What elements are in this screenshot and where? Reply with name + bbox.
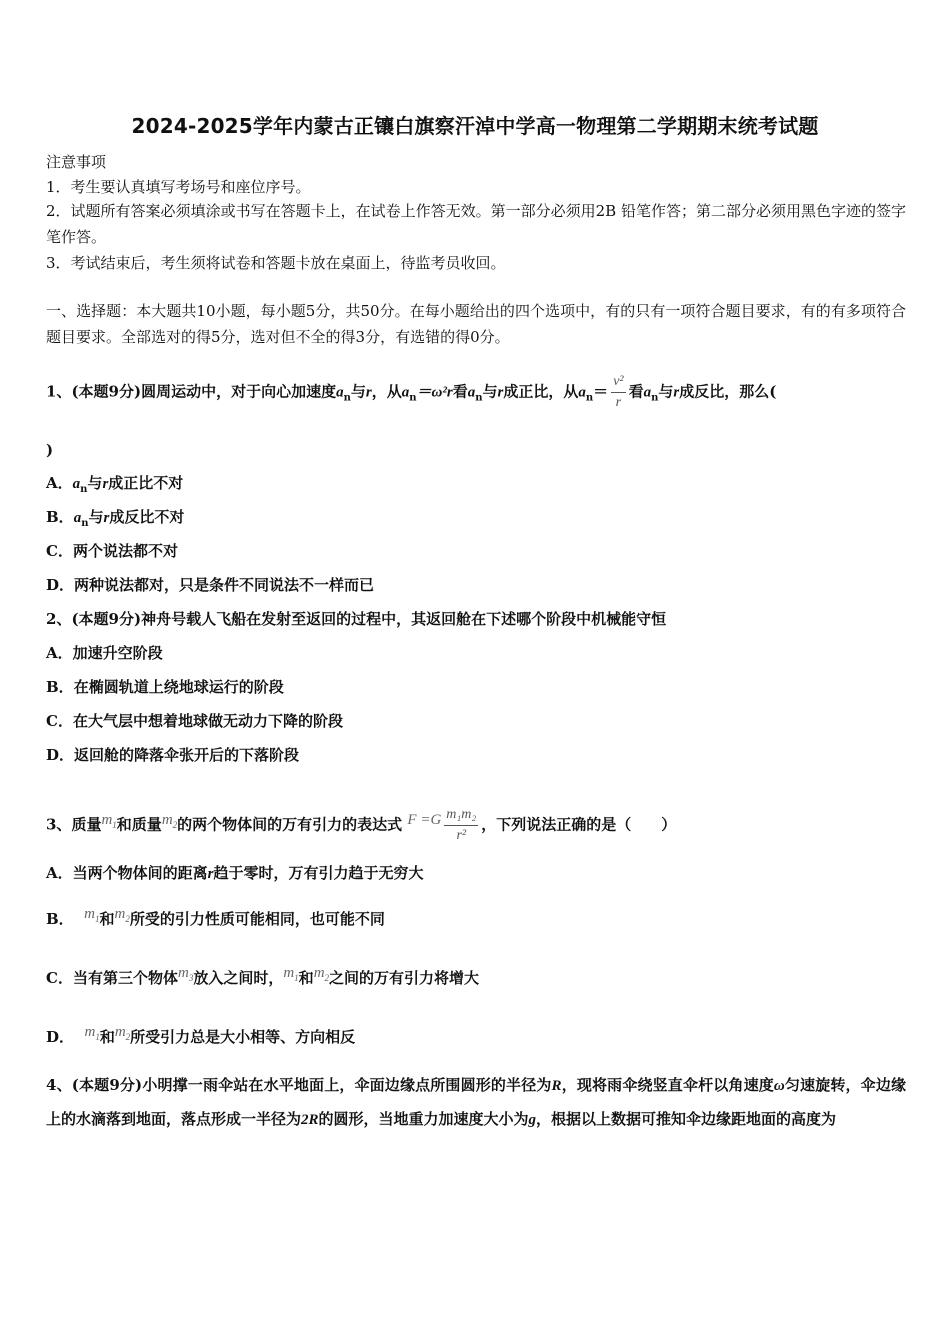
- q1-text-6: 成正比，从: [503, 382, 579, 401]
- option-text: 两种说法都对，只是条件不同说法不一样而已: [74, 576, 375, 594]
- q2-option-a: [46, 643, 163, 663]
- q2-score: (本题9分): [71, 610, 142, 628]
- option-text: 和: [99, 910, 115, 928]
- q3-option-c: [46, 965, 480, 989]
- option-text: 当有第三个物体: [72, 969, 178, 987]
- symbol-m: m: [114, 1024, 126, 1040]
- option-label: C．: [46, 712, 73, 730]
- question-2: [46, 609, 666, 629]
- q1-option-d: [46, 575, 374, 595]
- q3-option-a: [46, 863, 424, 884]
- q1-r: r: [497, 384, 504, 401]
- option-label: A．: [46, 644, 73, 662]
- q1-r: r: [102, 476, 109, 492]
- symbol-sub: 1: [294, 973, 299, 983]
- option-text: 加速升空阶段: [72, 644, 163, 662]
- q3-text-3: 的两个物体间的万有引力的表达式: [177, 815, 403, 834]
- symbol-m: m: [313, 965, 325, 981]
- q4-text-5: ，根据以上数据可推知伞边缘距地面的高度为: [536, 1110, 837, 1128]
- q3-option-b: [46, 906, 385, 930]
- option-text: 之间的万有引力将增大: [329, 969, 480, 987]
- option-label: D．: [46, 1028, 75, 1046]
- symbol-g: g: [528, 1112, 537, 1128]
- q1-text-2: 与: [350, 382, 366, 401]
- q1-option-c: [46, 541, 178, 561]
- q1-fraction: [611, 372, 625, 413]
- symbol-m: m: [161, 811, 173, 828]
- q1-option-a: [46, 473, 183, 494]
- q1-fraction-num: v²: [613, 374, 624, 389]
- symbol-R: R: [551, 1078, 562, 1094]
- q3-m2: [115, 1024, 130, 1040]
- question-3: [46, 805, 676, 846]
- q4-text-2: ，现将雨伞绕竖直伞杆以角速度: [561, 1076, 774, 1094]
- symbol-2R: 2R: [301, 1112, 319, 1128]
- question-4: [46, 1069, 906, 1137]
- q1-option-b: [46, 507, 184, 528]
- symbol-m: m: [283, 965, 295, 981]
- symbol-sub: 3: [188, 973, 194, 983]
- q3-m2: [115, 906, 130, 922]
- q4-text-3: 匀速旋转，伞边缘上的水滴落到地面，落点形成一半径为: [46, 1076, 906, 1128]
- q1-an-sub: n: [80, 484, 88, 495]
- symbol-sub: 1: [95, 1032, 100, 1042]
- q3-formula-lhs: F =G: [407, 811, 442, 828]
- q1-an: a: [578, 384, 586, 401]
- q3-text-2: 和质量: [116, 815, 162, 834]
- q1-equation-1: ＝ω²r: [416, 384, 453, 401]
- q1-an-sub: n: [343, 392, 351, 404]
- notice-item-2: 2．试题所有答案必须填涂或书写在答题卡上，在试卷上作答无效。第一部分必须用2B 铅笔作答；第二部分必须用黑色字迹的签字笔作答。: [46, 202, 906, 246]
- option-text: 与: [87, 474, 103, 492]
- option-text: 与: [88, 508, 104, 526]
- q1-number: 1、: [46, 382, 72, 401]
- q1-r: r: [103, 510, 110, 526]
- option-label: C．: [46, 542, 73, 560]
- q1-text-4: 看: [452, 382, 468, 401]
- option-label: A．: [46, 474, 73, 492]
- q1-an-sub: n: [81, 518, 89, 529]
- notice-item-3: 3．考试结束后，考生须将试卷和答题卡放在桌面上，待监考员收回。: [46, 254, 506, 272]
- option-text: 成正比不对: [108, 474, 184, 492]
- q3-m1: [283, 965, 298, 981]
- notice-item-1: 1．考生要认真填写考场号和座位序号。: [46, 178, 311, 196]
- q1-text-8: 与: [658, 382, 674, 401]
- option-label: B．: [46, 910, 74, 928]
- symbol-sub: 2: [324, 973, 330, 983]
- q1-an-sub: n: [585, 392, 594, 404]
- symbol-m: m: [114, 906, 126, 922]
- symbol-sub: 2: [125, 914, 130, 924]
- symbol-sub: 2: [125, 1032, 131, 1042]
- symbol-sub: 2: [172, 819, 178, 830]
- option-text: 放入之间时，: [193, 969, 284, 987]
- option-label: B．: [46, 508, 74, 526]
- option-label: C．: [46, 969, 73, 987]
- q1-text-3: ，从: [371, 382, 402, 401]
- q4-number: 4、: [46, 1076, 72, 1094]
- option-label: D．: [46, 746, 75, 764]
- option-text: 两个说法都不对: [72, 542, 178, 560]
- symbol-m: m: [101, 811, 113, 828]
- q3-formula-num: m₁m₂: [446, 807, 477, 822]
- symbol-sub: 1: [94, 914, 100, 924]
- q3-text-1: 质量: [71, 815, 102, 834]
- page-title: 2024-2025学年内蒙古正镶白旗察汗淖中学高一物理第二学期期末统考试题: [131, 114, 819, 138]
- section-1-instructions: 一、选择题：本大题共10小题，每小题5分，共50分。在每小题给出的四个选项中，有的只有一项符合题目要求，有的有多项符合题目要求。全部选对的得5分，选对但不全的得3分，有选错的得0分。: [46, 302, 906, 346]
- q1-an-sub: n: [475, 392, 483, 404]
- q1-an: a: [73, 510, 82, 526]
- q1-text-9: 成反比，那么(: [679, 382, 777, 401]
- q3-m1: [101, 812, 116, 828]
- q3-formula-fraction: [444, 805, 478, 846]
- q3-text-4: ，下列说法正确的是（ ）: [481, 815, 677, 834]
- option-text: 返回舱的降落伞张开后的下落阶段: [74, 746, 300, 764]
- q1-an: a: [336, 384, 344, 401]
- question-1: 1、(本题9分)圆周运动中，对于向心加速度$a_n$与r，从$a_n=\omega^2r$看$a_n$与r成正比，从$a_n=$ $\frac{\text{v²}}{r}$ 看$a_n$与r成反比，那么(: [46, 372, 776, 413]
- option-text: 和: [99, 1028, 115, 1046]
- option-label: B．: [46, 678, 74, 696]
- q1-an: a: [401, 384, 410, 401]
- symbol-m: m: [177, 965, 189, 981]
- q2-option-c: [46, 711, 343, 731]
- symbol-omega: ω: [773, 1078, 785, 1094]
- symbol-r: r: [207, 866, 214, 882]
- q1-r: r: [673, 384, 680, 401]
- symbol-m: m: [84, 906, 95, 922]
- q3-m3: [178, 965, 193, 981]
- q3-formula-den: r²: [444, 825, 478, 846]
- q3-m1: [84, 906, 99, 922]
- option-text: 趋于零时，万有引力趋于无穷大: [213, 864, 424, 882]
- option-text: 和: [298, 969, 314, 987]
- q1-score: (本题9分): [71, 382, 142, 401]
- q1-text-7: 看: [628, 382, 644, 401]
- q1-an: a: [72, 476, 81, 492]
- q2-text: 神舟号载人飞船在发射至返回的过程中，其返回舱在下述哪个阶段中机械能守恒: [141, 610, 667, 628]
- q1-close-paren: ): [46, 441, 54, 459]
- q1-an-sub: n: [651, 392, 659, 404]
- option-text: 所受的引力性质可能相同，也可能不同: [129, 910, 385, 928]
- symbol-sub: 1: [112, 819, 117, 830]
- q3-number: 3、: [46, 815, 72, 834]
- option-text: 在大气层中想着地球做无动力下降的阶段: [72, 712, 343, 730]
- q4-score: (本题9分): [71, 1076, 143, 1094]
- option-text: 在椭圆轨道上绕地球运行的阶段: [73, 678, 284, 696]
- q2-option-d: [46, 745, 299, 765]
- q4-text-1: 小明撑一雨伞站在水平地面上，伞面边缘点所围圆形的半径为: [142, 1076, 552, 1094]
- q1-r: r: [365, 384, 372, 401]
- q2-number: 2、: [46, 610, 72, 628]
- q3-m2: [314, 965, 329, 981]
- q3-m1: [84, 1024, 99, 1040]
- option-text: 当两个物体间的距离: [72, 864, 208, 882]
- q1-text-5: 与: [482, 382, 498, 401]
- q1-text-1: 圆周运动中，对于向心加速度: [141, 382, 337, 401]
- symbol-m: m: [84, 1024, 96, 1040]
- q4-text-4: 的圆形，当地重力加速度大小为: [318, 1110, 529, 1128]
- notice-heading: 注意事项: [46, 153, 107, 171]
- option-text: 所受引力总是大小相等、方向相反: [130, 1028, 356, 1046]
- option-label: A．: [46, 864, 73, 882]
- q1-an: a: [643, 384, 652, 401]
- q2-option-b: [46, 677, 284, 697]
- q3-option-d: [46, 1024, 356, 1048]
- option-label: D．: [46, 576, 75, 594]
- option-text: 成反比不对: [109, 508, 185, 526]
- q1-fraction-den: r: [611, 392, 625, 413]
- q3-m2: [162, 812, 177, 828]
- q1-an: a: [467, 384, 476, 401]
- q1-an-sub: n: [409, 392, 417, 404]
